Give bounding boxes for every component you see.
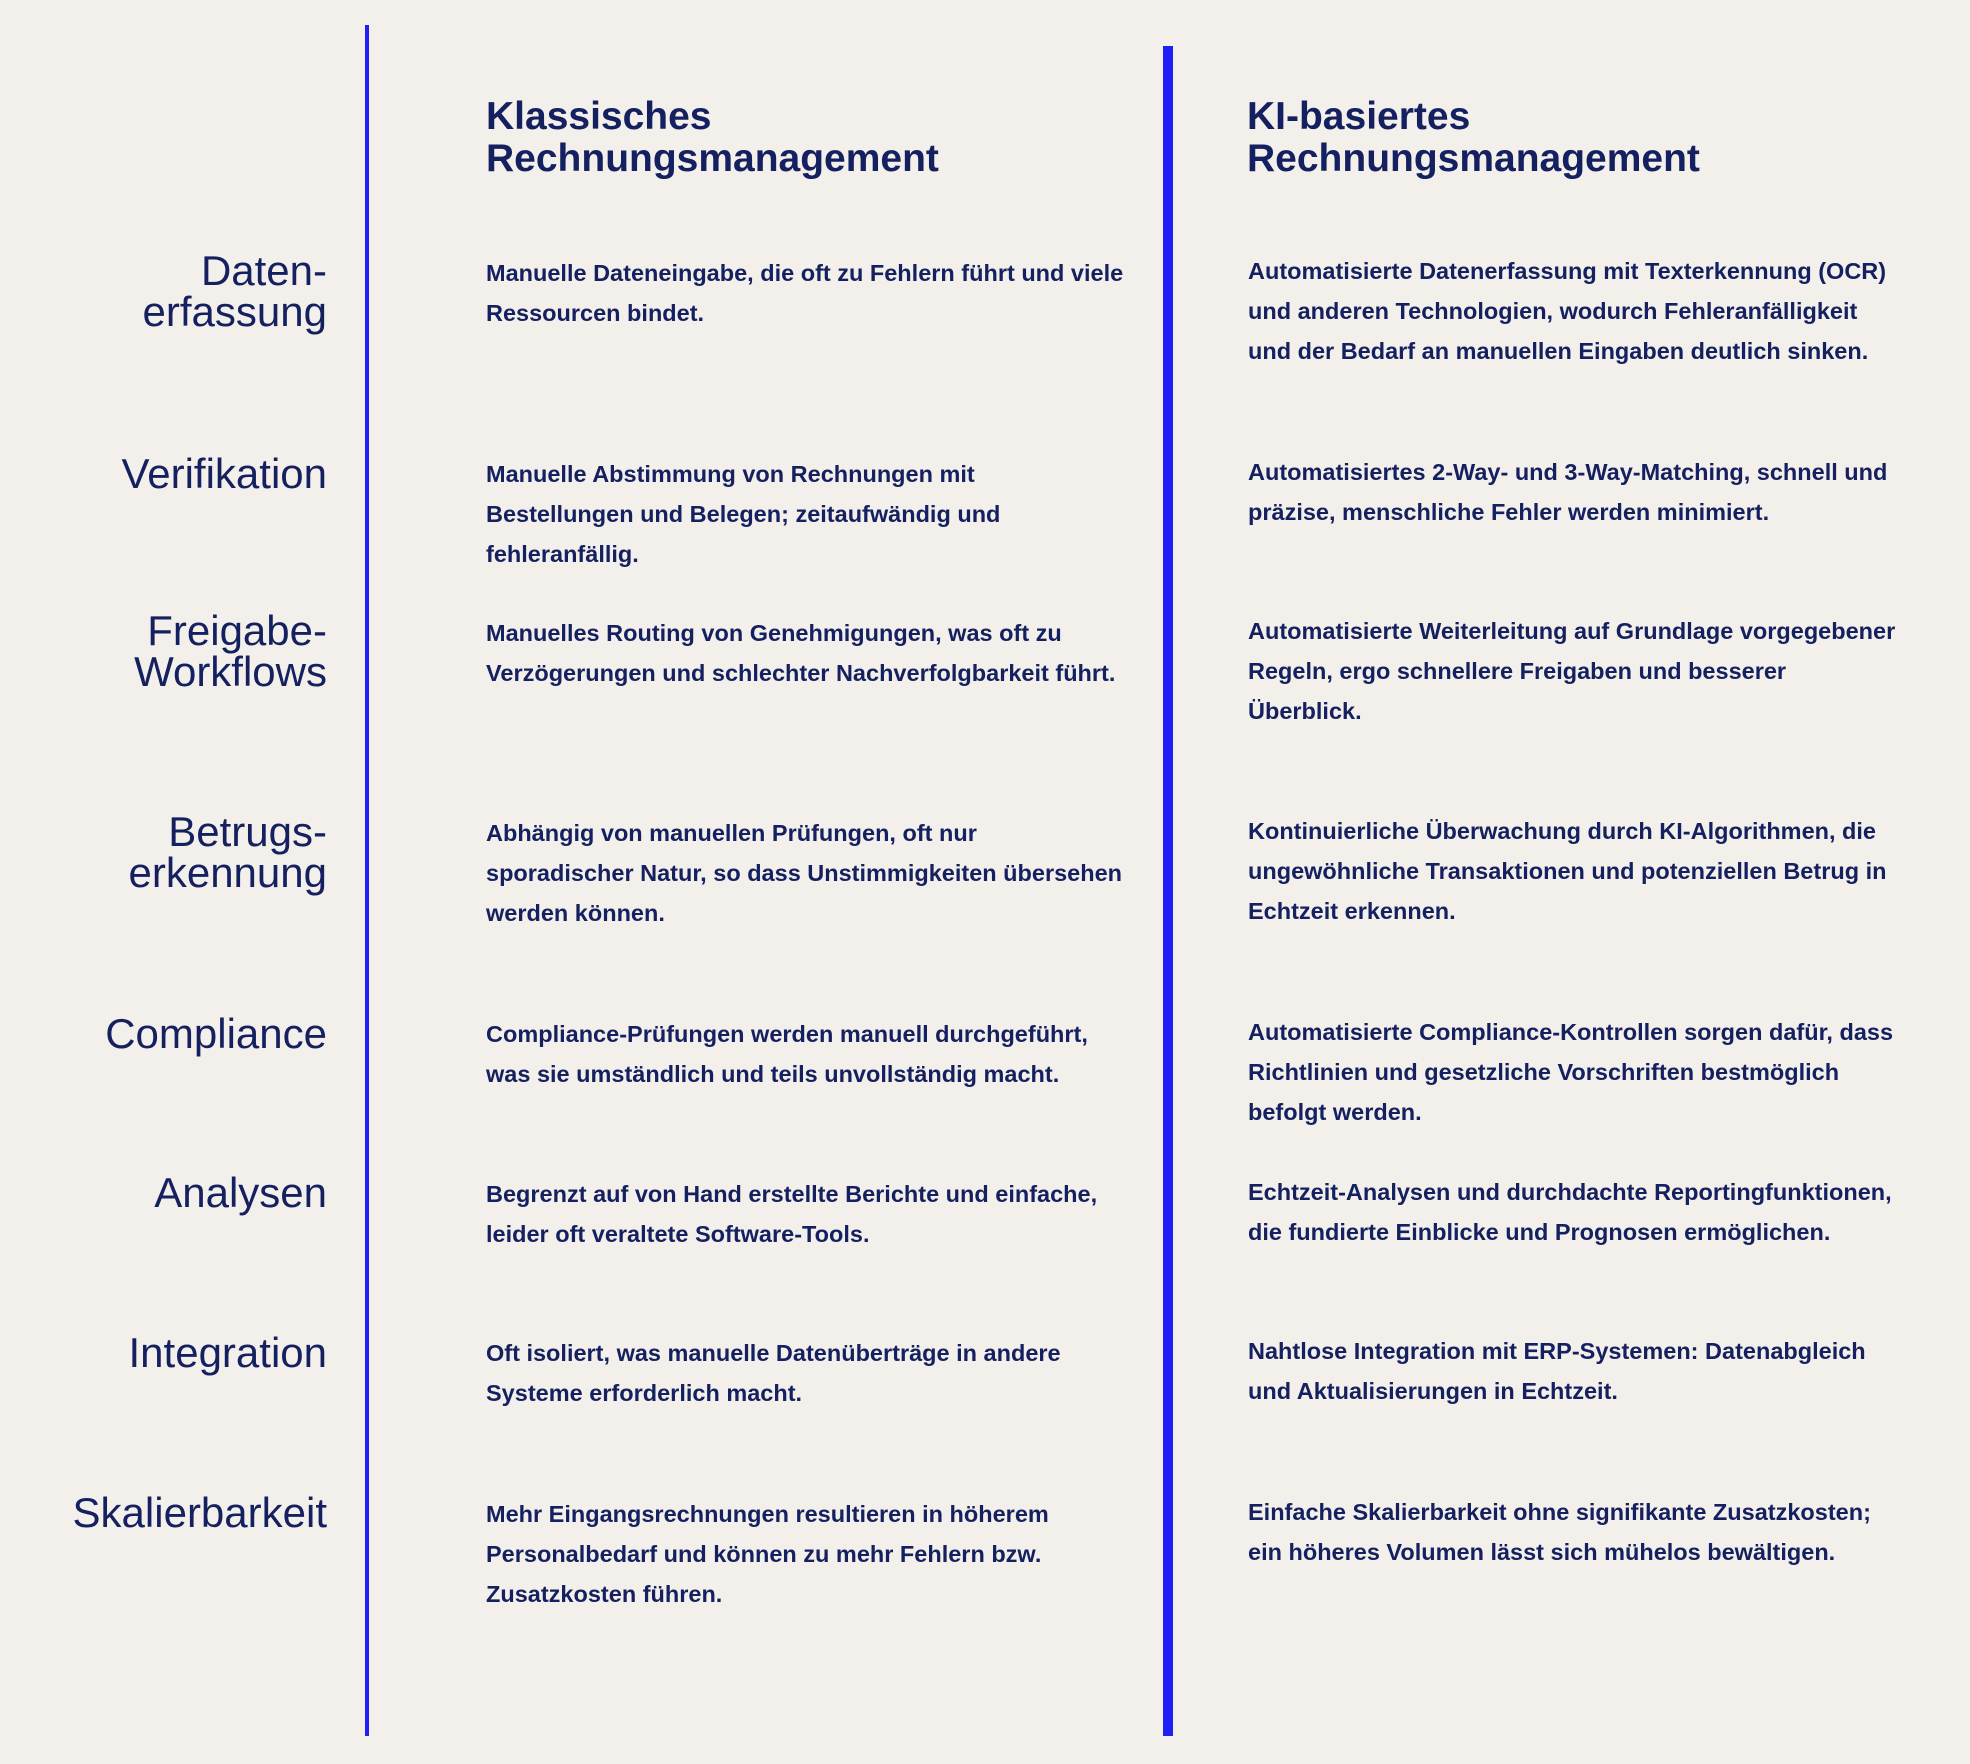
row-label-line1: Betrugs- <box>168 808 327 855</box>
ai-column-header <box>1247 96 1700 180</box>
ai-cell-datenerfassung: Automatisierte Datenerfassung mit Texterkennung (OCR) und anderen Technologien, wodurch Fehleranfälligkeit und der Bedarf an manuellen Eingaben deutlich sinken. <box>1248 258 1887 364</box>
right-divider-line <box>1163 46 1173 1736</box>
ai-header-line2: Rechnungsmanagement <box>1247 137 1700 180</box>
row-label-line1: Integration <box>128 1329 327 1376</box>
classic-cell-compliance: Compliance-Prüfungen werden manuell durchgeführt, was sie umständlich und teils unvollständig macht. <box>486 1021 1088 1087</box>
row-label-freigabe-workflows <box>134 607 327 695</box>
ai-cell-compliance: Automatisierte Compliance-Kontrollen sorgen dafür, dass Richtlinien und gesetzliche Vorschriften bestmöglich befolgt werden. <box>1248 1019 1894 1125</box>
ai-cell-skalierbarkeit: Einfache Skalierbarkeit ohne signifikante Zusatzkosten; ein höheres Volumen lässt sich mühelos bewältigen. <box>1248 1499 1871 1565</box>
classic-header-line1: Klassisches <box>486 95 712 138</box>
ai-cell-verifikation: Automatisiertes 2-Way- und 3-Way-Matching, schnell und präzise, menschliche Fehler werden minimiert. <box>1248 459 1888 525</box>
classic-cell-datenerfassung: Manuelle Dateneingabe, die oft zu Fehlern führt und viele Ressourcen bindet. <box>486 260 1124 326</box>
row-label-line1: Skalierbarkeit <box>72 1489 327 1536</box>
classic-header-line2: Rechnungsmanagement <box>486 137 939 180</box>
row-label-skalierbarkeit <box>72 1489 327 1536</box>
classic-cell-skalierbarkeit: Mehr Eingangsrechnungen resultieren in höherem Personalbedarf und können zu mehr Fehlern bzw. Zusatzkosten führen. <box>486 1501 1049 1607</box>
classic-cell-betrugserkennung: Abhängig von manuellen Prüfungen, oft nur sporadischer Natur, so dass Unstimmigkeiten übersehen werden können. <box>486 820 1123 926</box>
ai-cell-integration: Nahtlose Integration mit ERP-Systemen: Datenabgleich und Aktualisierungen in Echtzeit. <box>1248 1338 1866 1404</box>
ai-cell-analysen: Echtzeit-Analysen und durchdachte Reportingfunktionen, die fundierte Einblicke und Prognosen ermöglichen. <box>1248 1179 1892 1245</box>
row-label-line1: Verifikation <box>121 450 327 497</box>
classic-column-header <box>486 96 939 180</box>
classic-cell-freigabe-workflows: Manuelles Routing von Genehmigungen, was oft zu Verzögerungen und schlechter Nachverfolgbarkeit führt. <box>486 620 1116 686</box>
row-label-compliance <box>105 1010 327 1057</box>
classic-cell-integration: Oft isoliert, was manuelle Datenüberträge in andere Systeme erforderlich macht. <box>486 1340 1061 1406</box>
ai-cell-betrugserkennung: Kontinuierliche Überwachung durch KI-Algorithmen, die ungewöhnliche Transaktionen und potenziellen Betrug in Echtzeit erkennen. <box>1248 818 1887 924</box>
row-label-line2: erfassung <box>142 288 327 335</box>
ai-header-line1: KI-basiertes <box>1247 95 1471 138</box>
classic-cell-verifikation: Manuelle Abstimmung von Rechnungen mit Bestellungen und Belegen; zeitaufwändig und fehleranfällig. <box>486 461 1001 567</box>
row-label-line1: Compliance <box>105 1010 327 1057</box>
row-label-verifikation <box>121 450 327 497</box>
row-label-datenerfassung <box>142 247 327 335</box>
classic-cell-analysen: Begrenzt auf von Hand erstellte Berichte und einfache, leider oft veraltete Software-Tools. <box>486 1181 1098 1247</box>
left-divider-line <box>365 25 369 1736</box>
row-label-line1: Analysen <box>154 1169 327 1216</box>
row-label-betrugserkennung <box>128 808 328 896</box>
row-label-line1: Daten- <box>200 247 327 294</box>
ai-cell-freigabe-workflows: Automatisierte Weiterleitung auf Grundlage vorgegebener Regeln, ergo schnellere Freigaben und besserer Überblick. <box>1248 618 1896 724</box>
row-label-integration <box>128 1329 327 1376</box>
row-label-analysen <box>154 1169 327 1216</box>
row-label-line2: Workflows <box>134 648 327 695</box>
row-label-line1: Freigabe- <box>147 607 327 654</box>
row-label-line2: erkennung <box>128 849 327 896</box>
